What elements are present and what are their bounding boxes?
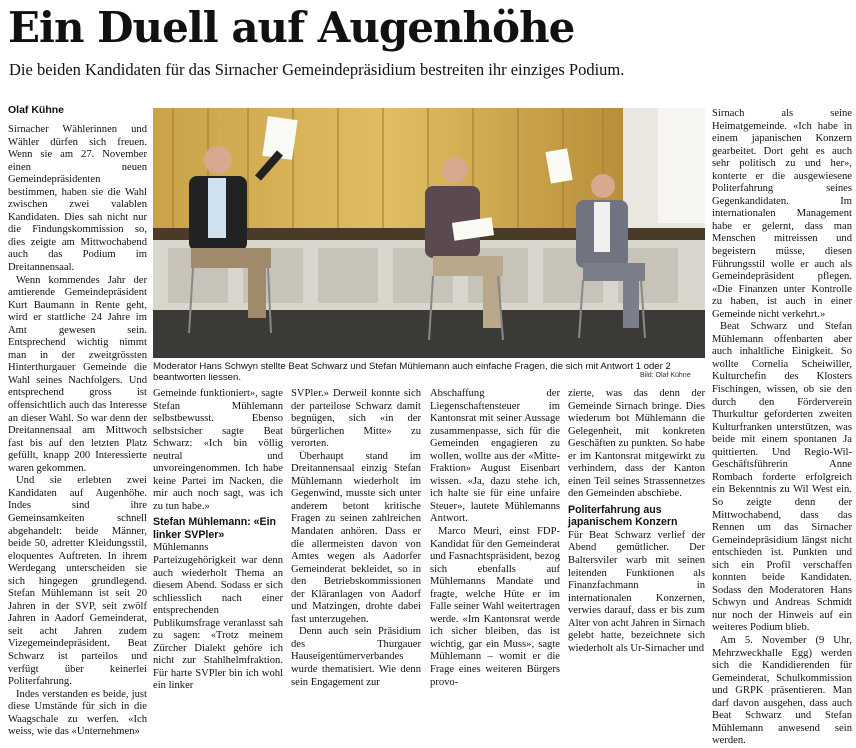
paragraph: Mühlemanns Parteizugehörigkeit war denn auch wiederholt Thema an diesem Abend. Sodass er sich schliesslich nach einer entsprechenden Publikumsfrage veranlasst sah zu sagen: «Trotz meinem Zürcher Dialekt gehöre ich nicht zur Stahlhelmfraktion. Für harte SVPler bin ich wohl ein linker [153, 542, 283, 692]
podium-photo-illustration [153, 108, 705, 358]
subheadline: Die beiden Kandidaten für das Sirnacher Gemeindepräsidium bestreiten ihr einziges Podium. [9, 60, 625, 79]
paragraph: Beat Schwarz und Stefan Mühlemann offenbarten aber auch inhaltliche Einigkeit. So wollte Cornelia Scheiwiller, Kulturchefin des Klosters Fischingen, wissen, ob sie den durch den Förderverein Thurkultur geforderten zweiten Kulturfranken unterstützen, was beide mit einem spontanen Ja quittierten. Und Regio-Wil-Geschäftsführerin Anne Rombach forderte erfolgreich ein Bekenntnis zu Wil West ein. So zeigte denn der Mittwochabend, dass das Rennen um das Sirnacher Gemeindepräsidium längst nicht entschieden ist. Punkten und sich ein Profil verschaffen konnten beide Kandidaten. Sodass den Moderatoren Hans Schwyn und Andreas Schmidt nur noch der Hinweis auf ein weiteres Podium blieb. [712, 321, 852, 634]
paragraph: Sirnach als seine Heimatgemeinde. «Ich habe in einem japanischen Konzern gearbeitet. Dort geht es auch sehr politisch zu und her», konterte er die ausgewiesene Politerfahrung seines Gegenkandidaten. Im internationalen Management habe er gelernt, dass man Menschen mitreissen und begeistern müsse, diesen Führungsstil wolle er auch als Gemeindepräsident pflegen. «Die Finanzen unter Kontrolle zu haben, ist auch in einer Gemeinde nicht verkehrt.» [712, 108, 852, 320]
photo-credit: Bild: Olaf Kühne [640, 372, 691, 379]
paragraph: Denn auch sein Präsidium des Thurgauer Hauseigentümerverbandes wurde thematisiert. Wie denn sein Engagement zur [291, 626, 421, 688]
byline: Olaf Kühne [8, 104, 65, 116]
article-photo [153, 108, 705, 358]
paragraph: Abschaffung der Liegenschaftensteuer im Kantonsrat mit seiner Aussage zusammenpasse, sich für die Gemeinden engagieren zu wollen, wollte aus der «Mitte-Fraktion» August Eisenbart wissen. «Ja, dazu stehe ich, ich halte sie für eine unfaire Steuer», lautete Mühlemanns Antwort. [430, 388, 560, 525]
article-column-4 [430, 388, 560, 688]
paragraph: Am 5. November (9 Uhr, Mehrzweckhalle Egg) werden sich die Kandidierenden für Gemeinderat, Schulkommission und GRPK präsentieren. Man darf davon ausgehen, dass auch Beat Schwarz und Stefan Mühlemann anwesend sein werden. [712, 634, 852, 747]
article-column-2 [153, 388, 283, 692]
paragraph: Gemeinde funktioniert», sagte Stefan Mühlemann selbstbewusst. Ebenso selbstsicher sagte Beat Schwarz: «Ich bin völlig neutral und unvoreingenommen. Ich habe keine Partei im Nacken, die mir auch noch sagt, was ich zu tun habe.» [153, 388, 283, 512]
paragraph: zierte, was das denn der Gemeinde Sirnach bringe. Dies wiederum bot Mühlemann die Gelegenheit, mit konkreten Geschäften zu punkten. So habe er im Kantonsrat mitgewirkt zu verhindern, dass der Kanton einen Teil seines Strassennetzes den Gemeinden abschiebe. [568, 388, 705, 500]
paragraph: Marco Meuri, einst FDP-Kandidat für den Gemeinderat und Fasnachtspräsident, bezog sich ebenfalls auf Mühlemanns Mandate und fragte, welche Hüte er im Falle seiner Wahl weitertragen werde. «Im Kantonsrat werde ich sicher bleiben, das ist wichtig, gar ein Muss», sagte Mühlemann – womit er die Frage eines weiteren Bürgers provo- [430, 526, 560, 688]
article-column-6 [712, 108, 852, 747]
paragraph: Für Beat Schwarz verlief der Abend gemütlicher. Der Baltersviler warb mit seinen leitenden Funktionen als Finanzfachmann in internationalen Konzernen, verwies darauf, dass er bis zum Alter von acht Jahren in Sirnach gelebt hatte, bezeichnete sich wiederholt als Ur-Sirnacher und [568, 529, 705, 654]
paragraph: SVPler.» Derweil konnte sich der parteilose Schwarz damit begnügen, sich «in der bürgerlichen Mitte» zu verorten. [291, 388, 421, 450]
headline: Ein Duell auf Augenhöhe [8, 3, 575, 52]
intertitle: Stefan Mühlemann: «Ein linker SVPler» [153, 516, 277, 541]
paragraph: Und sie erlebten zwei Kandidaten auf Augenhöhe. Indes sind ihre Gemeinsamkeiten schnell abgehandelt: beide Männer, beide 50, adretter Kleidungsstil, eloquentes Auftreten. In ihrem Werdegang unterscheiden sie sich hingegen grundlegend. Stefan Mühlemann ist seit 20 Jahren in der SVP, seit zwölf Jahren in Aadorf Gemeinderat, seit acht Jahren zudem Vizegemeindepräsident. Beat Schwarz ist parteilos und verfügt über keinerlei Politerfahrung. [8, 475, 147, 688]
paragraph: Überhaupt stand im Dreitannensaal einzig Stefan Mühlemann wiederholt im Gegenwind, musste sich unter anderem betont kritische Fragen zu seinen zahlreichen Mandaten anhören. Dass er die allermeisten davon von Amtes wegen als Aadorfer Gemeinderat bekleidet, so in den Betriebskommissionen der Kläranlagen von Aadorf und Matzingen, drohte dabei fast unterzugehen. [291, 450, 421, 625]
paragraph: Sirnacher Wählerinnen und Wähler dürfen sich freuen. Wenn sie am 27. November einen neuen Gemeindepräsidenten bestimmen, haben sie die Wahl zwischen zwei valablen Kandidaten. Dies sah nicht nur die Findungskommission so, dies zeigte am Mittwochabend auch das Podium im Dreitannensaal. [8, 124, 147, 274]
photo-caption: Moderator Hans Schwyn stellte Beat Schwarz und Stefan Mühlemann auch einfache Fragen, die sich mit Antwort 1 oder 2 beantworten liessen. [153, 361, 671, 383]
article-column-1 [8, 124, 147, 738]
article-column-5 [568, 388, 705, 661]
intertitle: Politerfahrung aus japanischem Konzern [568, 503, 678, 529]
paragraph: Wenn kommendes Jahr der amtierende Gemeindepräsident Kurt Baumann in Rente geht, wird er stattliche 24 Jahre im Amt gewesen sein. Entsprechend wichtig nimmt man in der zweitgrössten Hinterthurgauer Gemeinde die Wahl seines Nachfolgers. Und entsprechend gross ist offensichtlich auch das Interesse an dieser Wahl. So war denn der Dreitannensaal am Mittwoch fast bis auf den letzten Platz gefüllt, knapp 200 Interessierte waren gekommen. [8, 274, 147, 474]
article-column-3 [291, 388, 421, 688]
paragraph: Indes verstanden es beide, just diese Umstände für sich in die Waagschale zu werfen. «Ich weiss, wie das «Unternehmen» [8, 688, 147, 738]
